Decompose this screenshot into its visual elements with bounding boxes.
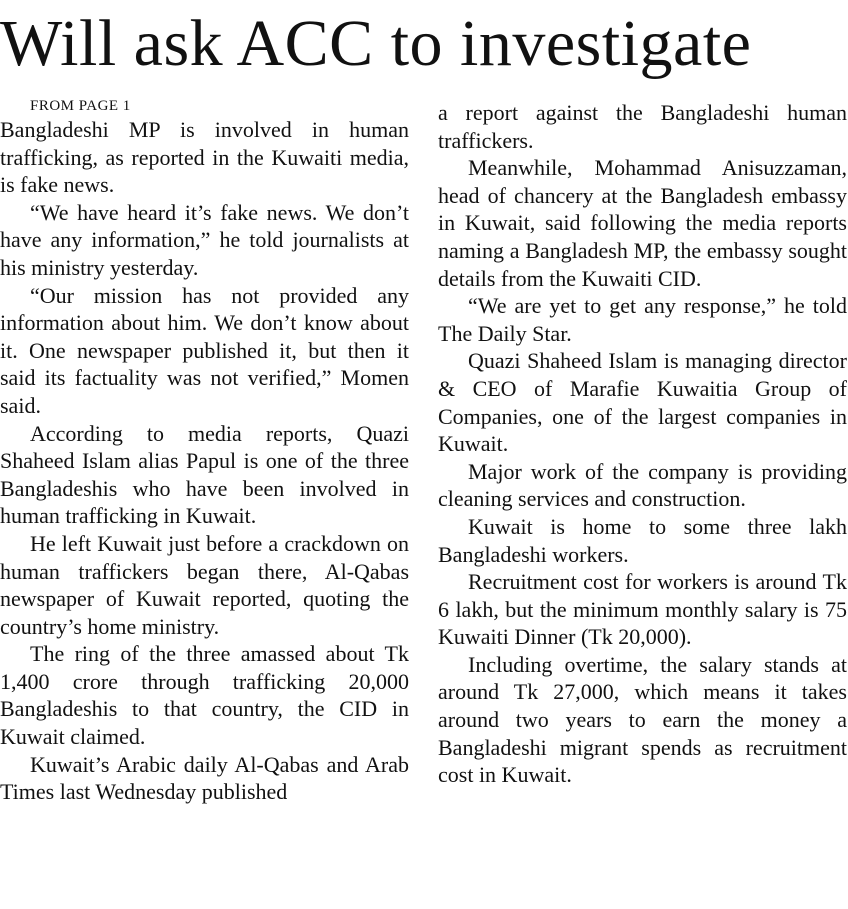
paragraph: Meanwhile, Mohammad Anisuzzaman, head of chancery at the Bangladesh embassy in Kuwait, said following the media reports naming a Bangladesh MP, the embassy sought details from the Kuwaiti CID.: [438, 155, 847, 291]
paragraph: Recruitment cost for workers is around Tk 6 lakh, but the minimum monthly salary is 75 Kuwaiti Dinner (Tk 20,000).: [438, 569, 847, 650]
paragraph: He left Kuwait just before a crackdown on human traffickers began there, Al-Qabas newspaper of Kuwait reported, quoting the country’s home ministry.: [0, 530, 409, 639]
paragraph: Kuwait is home to some three lakh Bangladeshi workers.: [438, 513, 847, 567]
paragraph: “Our mission has not provided any information about him. We don’t know about it. One newspaper published it, but then it said its factuality was not verified,” Momen said.: [0, 282, 409, 418]
paragraph: Major work of the company is providing cleaning services and construction.: [438, 458, 847, 512]
paragraph: The ring of the three amassed about Tk 1,400 crore through trafficking 20,000 Bangladeshis to that country, the CID in Kuwait claimed.: [0, 641, 409, 750]
paragraph: Bangladeshi MP is involved in human trafficking, as reported in the Kuwaiti media, is fake news.: [0, 117, 409, 198]
paragraph: Quazi Shaheed Islam is managing director & CEO of Marafie Kuwaitia Group of Companies, one of the largest companies in Kuwait.: [438, 348, 847, 457]
paragraph: “We have heard it’s fake news. We don’t have any information,” he told journalists at his ministry yesterday.: [0, 199, 409, 280]
paragraph: Kuwait’s Arabic daily Al-Qabas and Arab Times last Wednesday published: [0, 751, 409, 805]
article-column-right: [438, 99, 847, 789]
jump-line: FROM PAGE 1: [30, 98, 131, 114]
paragraph: “We are yet to get any response,” he told The Daily Star.: [438, 293, 847, 346]
headline: Will ask ACC to investigate: [0, 7, 752, 80]
paragraph: According to media reports, Quazi Shaheed Islam alias Papul is one of the three Bangladeshis who have been involved in human trafficking in Kuwait.: [0, 420, 409, 529]
paragraph: a report against the Bangladeshi human traffickers.: [438, 100, 847, 153]
article-column-left: [0, 97, 409, 806]
paragraph: Including overtime, the salary stands at around Tk 27,000, which means it takes around two years to earn the money a Bangladeshi migrant spends as recruitment cost in Kuwait.: [438, 651, 847, 788]
